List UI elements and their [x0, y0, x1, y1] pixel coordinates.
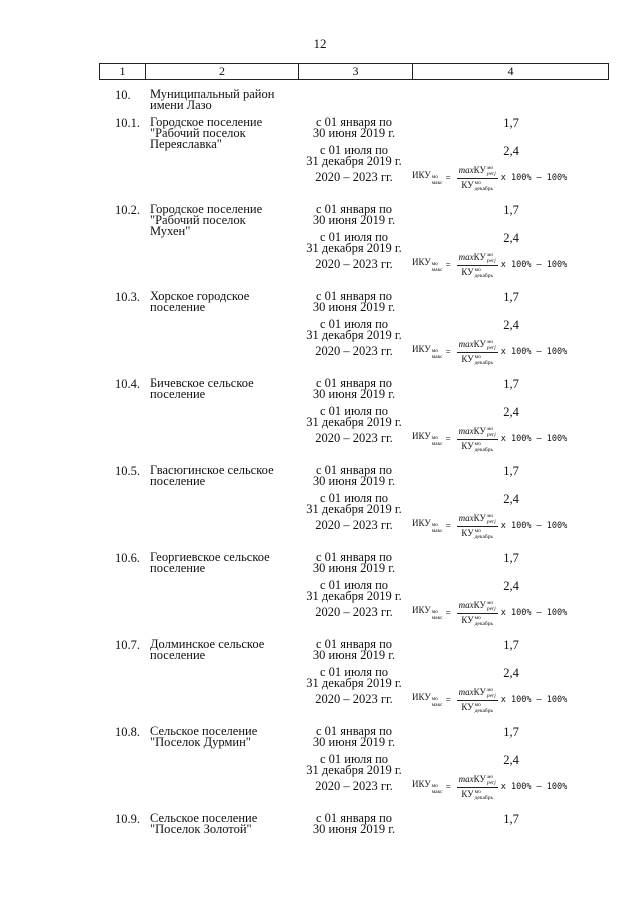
period-second-half-2019: с 01 июля по 31 декабря 2019 г. — [306, 752, 402, 777]
period-second-half-2019: с 01 июля по 31 декабря 2019 г. — [306, 578, 402, 603]
coefficient-second-half: 2,4 — [503, 492, 519, 506]
column-header-1: 1 — [100, 64, 146, 79]
row-number: 10.6. — [115, 551, 140, 565]
period-second-half-2019: с 01 июля по 31 декабря 2019 г. — [306, 665, 402, 690]
coefficient-second-half: 2,4 — [503, 318, 519, 332]
formula-fraction: maxКУ мо perj КУ мо декабрь — [458, 773, 496, 801]
period-first-half-2019: с 01 января по 30 июня 2019 г. — [312, 724, 396, 749]
index-formula — [412, 598, 567, 628]
formula-equals: = — [445, 521, 451, 531]
formula-lhs: ИКУ мо макс — [412, 779, 443, 795]
coefficient-first-half: 1,7 — [503, 725, 519, 739]
row-name: Гвасюгинское сельское поселение — [150, 463, 274, 488]
column-header-2: 2 — [146, 64, 299, 79]
index-formula — [412, 337, 567, 367]
period-first-half-2019: с 01 января по 30 июня 2019 г. — [312, 115, 396, 140]
formula-equals: = — [445, 173, 451, 183]
index-formula — [412, 163, 567, 193]
coefficient-first-half: 1,7 — [503, 377, 519, 391]
row-name: Долминское сельское поселение — [150, 637, 265, 662]
coefficient-first-half: 1,7 — [503, 290, 519, 304]
formula-tail: x 100% – 100% — [500, 695, 568, 705]
formula-tail: x 100% – 100% — [500, 173, 568, 183]
row-name: Георгиевское сельское поселение — [150, 550, 270, 575]
formula-fraction: maxКУ мо perj КУ мо декабрь — [458, 686, 496, 714]
formula-lhs: ИКУ мо макс — [412, 431, 443, 447]
page-number: 12 — [313, 36, 327, 51]
row-name: Бичевское сельское поселение — [150, 376, 254, 401]
coefficient-first-half: 1,7 — [503, 551, 519, 565]
period-second-half-2019: с 01 июля по 31 декабря 2019 г. — [306, 404, 402, 429]
row-number: 10.2. — [115, 203, 140, 217]
row-name: Сельское поселение "Поселок Золотой" — [150, 811, 258, 836]
row-number: 10.4. — [115, 377, 140, 391]
table-column-header — [99, 63, 609, 80]
period-first-half-2019: с 01 января по 30 июня 2019 г. — [312, 463, 396, 488]
index-formula — [412, 424, 567, 454]
row-number: 10.5. — [115, 464, 140, 478]
formula-fraction: maxКУ мо perj КУ мо декабрь — [458, 599, 496, 627]
group-name: Муниципальный район имени Лазо — [150, 87, 275, 112]
period-first-half-2019: с 01 января по 30 июня 2019 г. — [312, 811, 396, 836]
period-2020-2023: 2020 – 2023 гг. — [315, 605, 393, 619]
formula-lhs: ИКУ мо макс — [412, 257, 443, 273]
formula-fraction: maxКУ мо perj КУ мо декабрь — [458, 338, 496, 366]
formula-tail: x 100% – 100% — [500, 521, 568, 531]
formula-lhs: ИКУ мо макс — [412, 344, 443, 360]
formula-lhs: ИКУ мо макс — [412, 518, 443, 534]
coefficient-first-half: 1,7 — [503, 203, 519, 217]
formula-equals: = — [445, 347, 451, 357]
period-2020-2023: 2020 – 2023 гг. — [315, 431, 393, 445]
period-second-half-2019: с 01 июля по 31 декабря 2019 г. — [306, 491, 402, 516]
coefficient-second-half: 2,4 — [503, 666, 519, 680]
coefficient-first-half: 1,7 — [503, 812, 519, 826]
formula-fraction: maxКУ мо perj КУ мо декабрь — [458, 425, 496, 453]
row-number: 10.7. — [115, 638, 140, 652]
coefficient-first-half: 1,7 — [503, 638, 519, 652]
index-formula — [412, 511, 567, 541]
period-first-half-2019: с 01 января по 30 июня 2019 г. — [312, 202, 396, 227]
row-number: 10.1. — [115, 116, 140, 130]
period-second-half-2019: с 01 июля по 31 декабря 2019 г. — [306, 230, 402, 255]
formula-equals: = — [445, 434, 451, 444]
period-2020-2023: 2020 – 2023 гг. — [315, 692, 393, 706]
row-name: Городское поселение "Рабочий поселок Мухен" — [150, 202, 263, 238]
formula-equals: = — [445, 260, 451, 270]
period-second-half-2019: с 01 июля по 31 декабря 2019 г. — [306, 143, 402, 168]
index-formula — [412, 772, 567, 802]
coefficient-second-half: 2,4 — [503, 753, 519, 767]
formula-lhs: ИКУ мо макс — [412, 605, 443, 621]
formula-equals: = — [445, 608, 451, 618]
formula-fraction: maxКУ мо perj КУ мо декабрь — [458, 512, 496, 540]
formula-tail: x 100% – 100% — [500, 260, 568, 270]
formula-equals: = — [445, 782, 451, 792]
period-2020-2023: 2020 – 2023 гг. — [315, 170, 393, 184]
formula-tail: x 100% – 100% — [500, 608, 568, 618]
row-name: Сельское поселение "Поселок Дурмин" — [150, 724, 258, 749]
row-number: 10.9. — [115, 812, 140, 826]
formula-tail: x 100% – 100% — [500, 434, 568, 444]
coefficient-first-half: 1,7 — [503, 464, 519, 478]
formula-lhs: ИКУ мо макс — [412, 170, 443, 186]
formula-lhs: ИКУ мо макс — [412, 692, 443, 708]
period-first-half-2019: с 01 января по 30 июня 2019 г. — [312, 289, 396, 314]
formula-tail: x 100% – 100% — [500, 347, 568, 357]
group-number: 10. — [115, 88, 131, 102]
period-2020-2023: 2020 – 2023 гг. — [315, 518, 393, 532]
formula-fraction: maxКУ мо perj КУ мо декабрь — [458, 251, 496, 279]
formula-tail: x 100% – 100% — [500, 782, 568, 792]
coefficient-first-half: 1,7 — [503, 116, 519, 130]
index-formula — [412, 685, 567, 715]
coefficient-second-half: 2,4 — [503, 405, 519, 419]
period-2020-2023: 2020 – 2023 гг. — [315, 779, 393, 793]
period-2020-2023: 2020 – 2023 гг. — [315, 344, 393, 358]
column-header-4: 4 — [507, 64, 514, 78]
index-formula — [412, 250, 567, 280]
coefficient-second-half: 2,4 — [503, 579, 519, 593]
period-2020-2023: 2020 – 2023 гг. — [315, 257, 393, 271]
row-number: 10.8. — [115, 725, 140, 739]
row-name: Городское поселение "Рабочий поселок Переяславка" — [150, 115, 263, 151]
row-number: 10.3. — [115, 290, 140, 304]
period-first-half-2019: с 01 января по 30 июня 2019 г. — [312, 550, 396, 575]
period-second-half-2019: с 01 июля по 31 декабря 2019 г. — [306, 317, 402, 342]
row-name: Хорское городское поселение — [150, 289, 250, 314]
formula-equals: = — [445, 695, 451, 705]
coefficient-second-half: 2,4 — [503, 231, 519, 245]
period-first-half-2019: с 01 января по 30 июня 2019 г. — [312, 637, 396, 662]
column-header-3: 3 — [299, 64, 413, 79]
coefficient-second-half: 2,4 — [503, 144, 519, 158]
period-first-half-2019: с 01 января по 30 июня 2019 г. — [312, 376, 396, 401]
formula-fraction: maxКУ мо perj КУ мо декабрь — [458, 164, 496, 192]
